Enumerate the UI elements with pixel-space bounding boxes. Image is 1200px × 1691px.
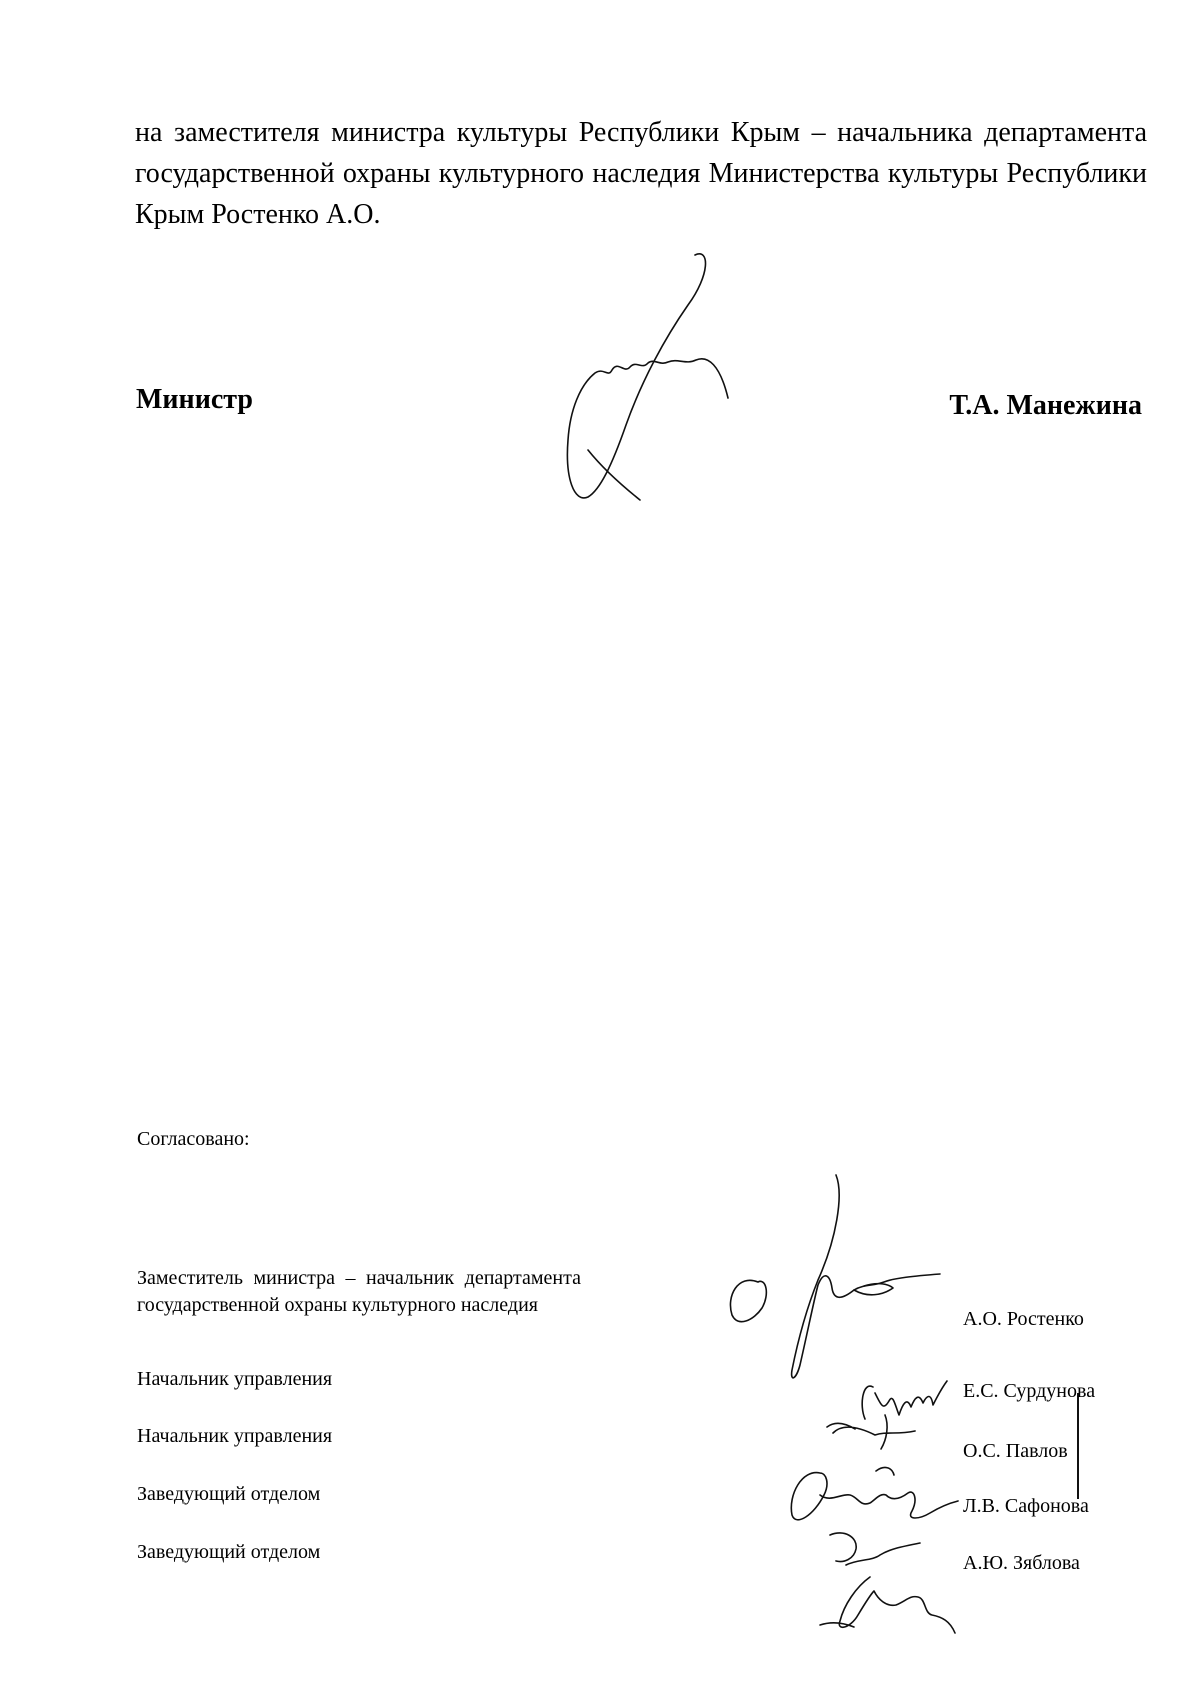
approval-label: Согласовано: — [137, 1128, 250, 1150]
approver-signature-safonova — [780, 1455, 960, 1535]
minister-title: Министр — [136, 384, 253, 415]
approver-signature-surdunova — [815, 1375, 975, 1450]
approver-signature-rostenko — [718, 1170, 948, 1395]
approver-position: Заведующий отделом — [137, 1483, 321, 1505]
approver-position: Начальник управления — [137, 1425, 333, 1447]
intro-paragraph: на заместителя министра культуры Республики Крым – начальника департамента государственной охраны культурного наследия Министерства культуры Республики Крым Ростенко А.О. — [135, 117, 1147, 230]
approver-position: Начальник управления — [137, 1368, 333, 1390]
approver-name: А.О. Ростенко — [963, 1308, 1084, 1330]
approver-name: Е.С. Сурдунова — [963, 1380, 1096, 1402]
approver-position: Заместитель министра – начальник департамента государственной охраны культурного наследия — [137, 1267, 581, 1316]
minister-name: Т.А. Манежина — [949, 390, 1142, 421]
approver-position: Заведующий отделом — [137, 1541, 321, 1563]
approver-name: Л.В. Сафонова — [963, 1495, 1089, 1517]
approver-signature-zyablova — [800, 1525, 960, 1640]
minister-signature — [560, 250, 740, 505]
margin-mark-line — [1077, 1393, 1079, 1499]
approver-name: А.Ю. Зяблова — [963, 1552, 1080, 1574]
approver-name: О.С. Павлов — [963, 1440, 1068, 1462]
